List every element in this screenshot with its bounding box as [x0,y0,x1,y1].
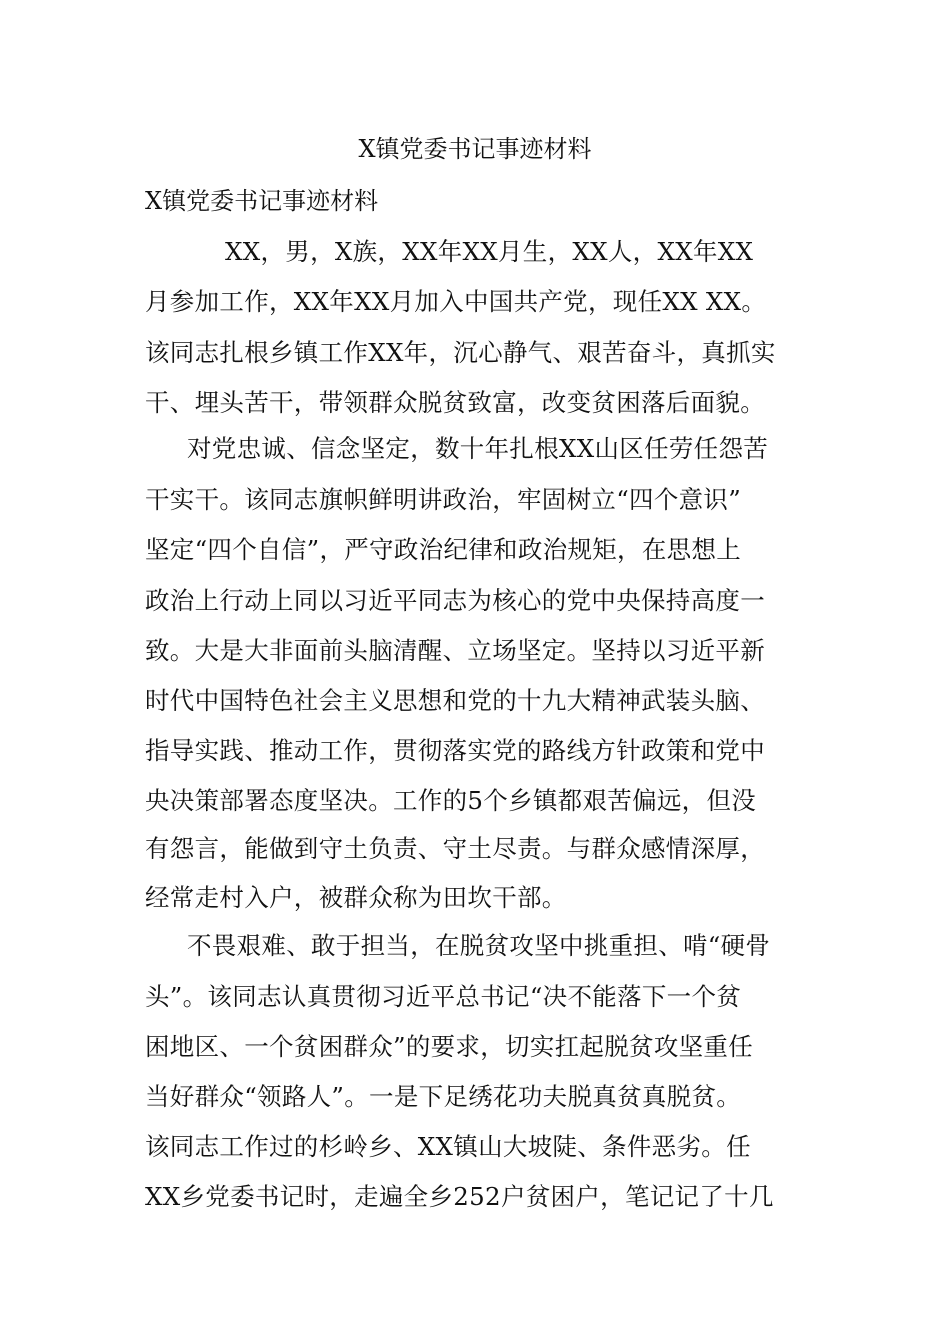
body-line: 不畏艰难、敢于担当，在脱贫攻坚中挑重担、啃“硬骨 [187,931,771,960]
body-line: XX，男，X族，XX年XX月生，XX人，XX年XX [225,237,754,266]
body-line: 干实干。该同志旗帜鲜明讲政治，牢固树立“四个意识” [145,485,742,514]
body-line: 干、埋头苦干，带领群众脱贫致富，改变贫困落后面貌。 [145,388,765,417]
body-line: 该同志扎根乡镇工作XX年，沉心静气、艰苦奋斗，真抓实 [145,338,776,367]
body-line: 当好群众“领路人”。一是下足绣花功夫脱真贫真脱贫。 [145,1082,742,1111]
body-line: 困地区、一个贫困群众”的要求，切实扛起脱贫攻坚重任 [145,1032,754,1061]
body-line: 月参加工作，XX年XX月加入中国共产党，现任XX XX。 [145,287,767,316]
body-line: XX乡党委书记时，走遍全乡252户贫困户，笔记记了十几 [145,1182,774,1211]
body-line: 致。大是大非面前头脑清醒、立场坚定。坚持以习近平新 [145,636,765,665]
body-line: 央决策部署态度坚决。工作的5个乡镇都艰苦偏远，但没 [145,786,757,815]
body-line: 有怨言，能做到守土负责、守土尽责。与群众感情深厚， [145,834,765,863]
body-line: 政治上行动上同以习近平同志为核心的党中央保持高度一 [145,586,765,615]
document-subtitle: X镇党委书记事迹材料 [145,187,379,215]
body-line: 坚定“四个自信”，严守政治纪律和政治规矩，在思想上 [145,535,742,564]
body-line: 指导实践、推动工作，贯彻落实党的路线方针政策和党中 [145,736,765,765]
body-line: 经常走村入户，被群众称为田坎干部。 [145,883,567,912]
body-line: 该同志工作过的杉岭乡、XX镇山大坡陡、条件恶劣。任 [145,1132,751,1161]
body-line: 时代中国特色社会主义思想和党的十九大精神武装头脑、 [145,686,765,715]
body-line: 头”。该同志认真贯彻习近平总书记“决不能落下一个贫 [145,982,742,1011]
document-title: X镇党委书记事迹材料 [358,135,592,163]
body-line: 对党忠诚、信念坚定，数十年扎根XX山区任劳任怨苦 [187,434,769,463]
